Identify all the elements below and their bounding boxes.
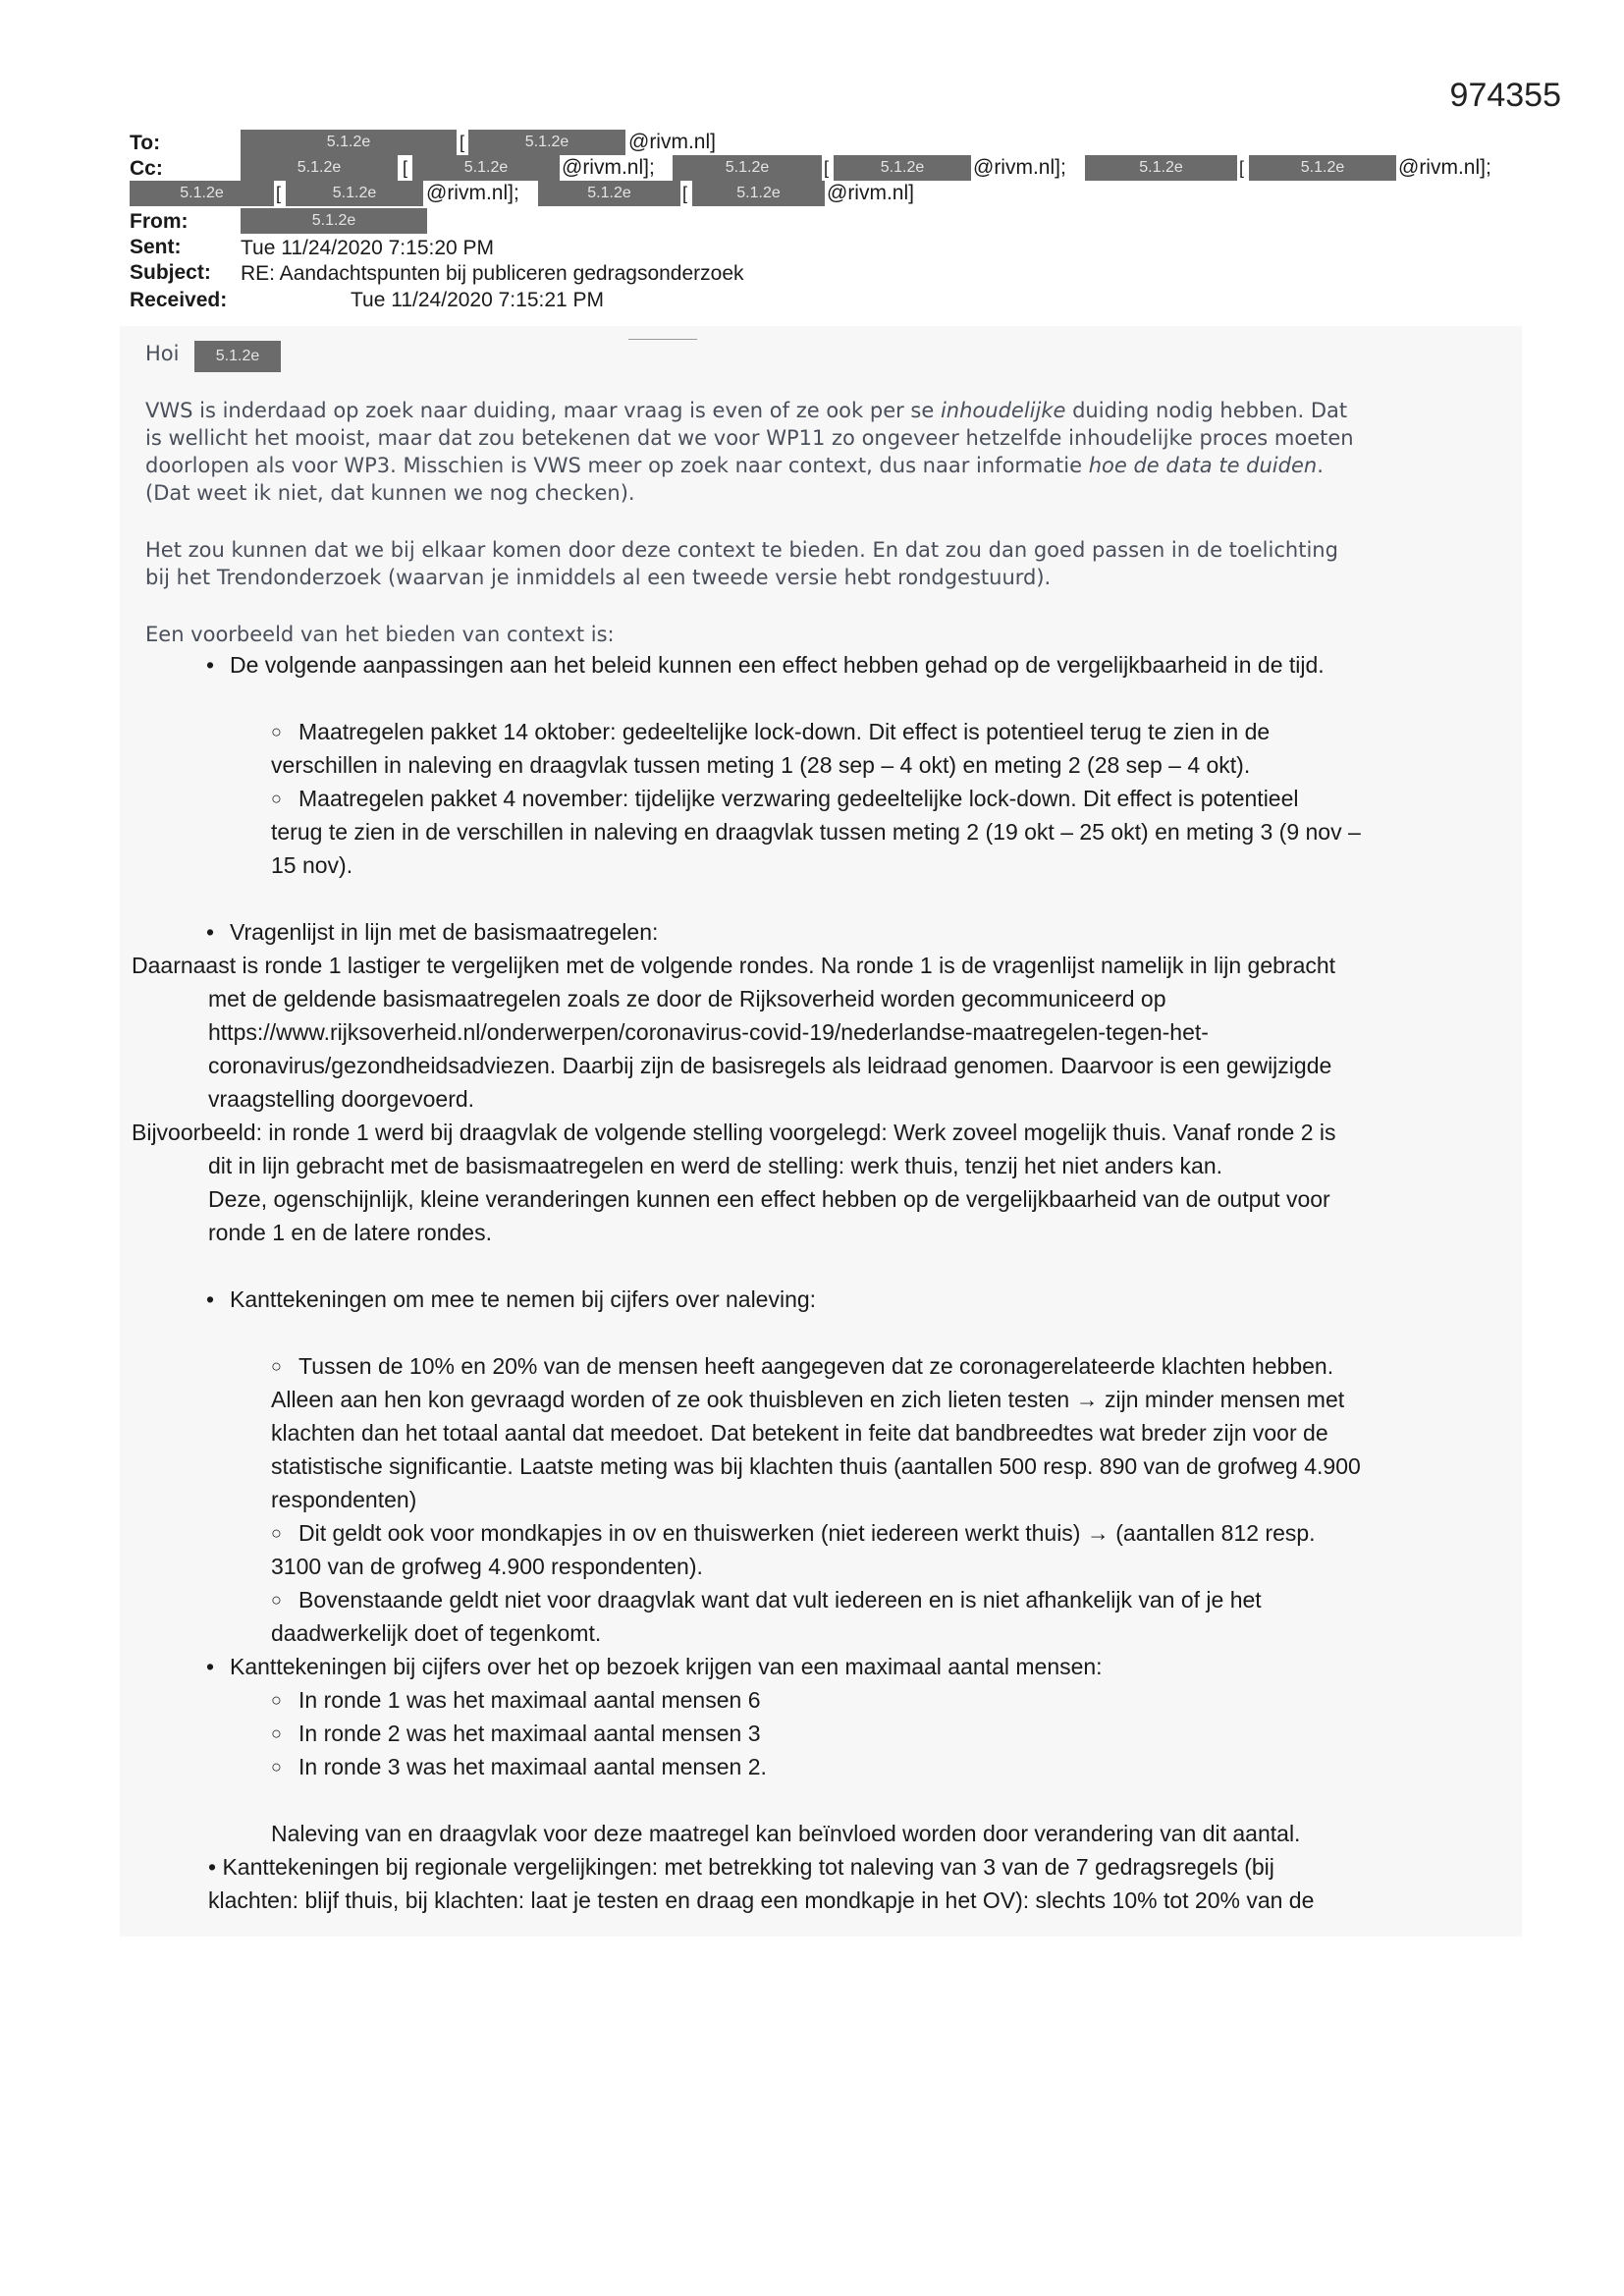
paragraph-line: Daarnaast is ronde 1 lastiger te vergelijken met de volgende rondes. Na ronde 1 is de vragenlijst namelijk in lijn gebracht bbox=[132, 953, 1336, 978]
sent-value: Tue 11/24/2020 7:15:20 PM bbox=[241, 237, 495, 259]
bullet-item: • Vragenlijst in lijn met de basismaatregelen: bbox=[230, 915, 658, 949]
sent-label: Sent: bbox=[130, 236, 182, 258]
paragraph-line: bij het Trendonderzoek (waarvan je inmiddels al een tweede versie hebt rondgestuurd). bbox=[145, 566, 1052, 589]
redaction-box: 5.1.2e bbox=[241, 130, 457, 155]
paragraph-line: ronde 1 en de latere rondes. bbox=[208, 1220, 492, 1245]
sub-bullet-line: statistische significantie. Laatste meting was bij klachten thuis (aantallen 500 resp. 890 van de grofweg 4.900 bbox=[271, 1453, 1361, 1479]
sub-bullet-line: terug te zien in de verschillen in naleving en draagvlak tussen meting 2 (19 okt – 25 okt) en meting 3 (9 nov – bbox=[271, 819, 1361, 845]
redaction-box: 5.1.2e bbox=[692, 181, 825, 206]
paragraph-line: vraagstelling doorgevoerd. bbox=[208, 1086, 475, 1112]
redaction-box: 5.1.2e bbox=[194, 341, 281, 372]
paragraph-line: VWS is inderdaad op zoek naar duiding, maar vraag is even of ze ook per se inhoudelijke duiding nodig hebben. Dat bbox=[145, 399, 1348, 422]
redaction-box: 5.1.2e bbox=[286, 181, 423, 206]
bullet-item: • De volgende aanpassingen aan het beleid kunnen een effect hebben gehad op de vergelijkbaarheid in de tijd. bbox=[230, 648, 1325, 682]
redaction-box: 5.1.2e bbox=[412, 155, 560, 181]
sub-bullet-item: ○ Maatregelen pakket 4 november: tijdelijke verzwaring gedeeltelijke lock-down. Dit effect is potentieel bbox=[271, 782, 1299, 815]
cc-address-suffix: @rivm.nl]; bbox=[1398, 156, 1491, 179]
sub-bullet-line: 3100 van de grofweg 4.900 respondenten). bbox=[271, 1554, 703, 1579]
bracket: [ bbox=[682, 184, 688, 203]
paragraph-line: met de geldende basismaatregelen zoals ze door de Rijksoverheid worden gecommuniceerd op bbox=[208, 986, 1166, 1011]
paragraph-line: • Kanttekeningen bij regionale vergelijkingen: met betrekking tot naleving van 3 van de 7 gedragsregels (bij bbox=[208, 1854, 1274, 1880]
redaction-box: 5.1.2e bbox=[538, 181, 680, 206]
redaction-box: 5.1.2e bbox=[1249, 155, 1396, 181]
separator bbox=[628, 339, 697, 340]
bracket: [ bbox=[403, 158, 408, 178]
paragraph-line: klachten: blijf thuis, bij klachten: laat je testen en draag een mondkapje in het OV): slechts 10% tot 20% van de bbox=[208, 1887, 1315, 1913]
paragraph-line: Bijvoorbeeld: in ronde 1 werd bij draagvlak de volgende stelling voorgelegd: Werk zoveel mogelijk thuis. Vanaf ronde 2 is bbox=[132, 1120, 1336, 1145]
redaction-box: 5.1.2e bbox=[241, 155, 398, 181]
sub-bullet-item: ○ In ronde 3 was het maximaal aantal mensen 2. bbox=[271, 1750, 767, 1783]
paragraph-line: doorlopen als voor WP3. Misschien is VWS meer op zoek naar context, dus naar informatie hoe de data te duiden. bbox=[145, 454, 1324, 477]
sub-bullet-line: daadwerkelijk doet of tegenkomt. bbox=[271, 1620, 602, 1646]
received-value: Tue 11/24/2020 7:15:21 PM bbox=[351, 289, 605, 311]
to-label: To: bbox=[130, 132, 161, 154]
cc-address-suffix: @rivm.nl] bbox=[827, 182, 914, 204]
cc-address-suffix: @rivm.nl]; bbox=[973, 156, 1066, 179]
sub-bullet-line: verschillen in naleving en draagvlak tussen meting 1 (28 sep – 4 okt) en meting 2 (28 sep – 4 okt). bbox=[271, 752, 1251, 778]
cc-address-suffix: @rivm.nl]; bbox=[426, 182, 519, 204]
sub-bullet-line: klachten dan het totaal aantal dat meedoet. Dat betekent in feite dat bandbreedtes wat breder zijn voor de bbox=[271, 1420, 1328, 1446]
cc-address-suffix: @rivm.nl]; bbox=[562, 156, 655, 179]
greeting: Hoi bbox=[145, 342, 180, 365]
paragraph-line: dit in lijn gebracht met de basismaatregelen en werd de stelling: werk thuis, tenzij het niet anders kan. bbox=[208, 1153, 1223, 1178]
sub-bullet-item: ○ Tussen de 10% en 20% van de mensen heeft aangegeven dat ze coronagerelateerde klachten hebben. bbox=[271, 1349, 1333, 1383]
sub-bullet-item: ○ In ronde 2 was het maximaal aantal mensen 3 bbox=[271, 1717, 761, 1750]
bracket: [ bbox=[824, 158, 830, 178]
redaction-box: 5.1.2e bbox=[673, 155, 822, 181]
subject-value: RE: Aandachtspunten bij publiceren gedragsonderzoek bbox=[241, 262, 744, 285]
sub-bullet-item: ○ In ronde 1 was het maximaal aantal mensen 6 bbox=[271, 1683, 761, 1717]
sub-bullet-item: ○ Maatregelen pakket 14 oktober: gedeeltelijke lock-down. Dit effect is potentieel terug te zien in de bbox=[271, 715, 1270, 748]
paragraph-line: https://www.rijksoverheid.nl/onderwerpen/coronavirus-covid-19/nederlandse-maatregelen-tegen-het- bbox=[208, 1019, 1209, 1045]
redaction-box: 5.1.2e bbox=[834, 155, 971, 181]
redaction-box: 5.1.2e bbox=[241, 208, 427, 234]
from-label: From: bbox=[130, 210, 189, 233]
bullet-item: • Kanttekeningen bij cijfers over het op bezoek krijgen van een maximaal aantal mensen: bbox=[230, 1650, 1103, 1683]
cc-label: Cc: bbox=[130, 157, 163, 180]
paragraph-line: Het zou kunnen dat we bij elkaar komen door deze context te bieden. En dat zou dan goed passen in de toelichting bbox=[145, 538, 1338, 562]
subject-label: Subject: bbox=[130, 261, 211, 284]
bullet-item: • Kanttekeningen om mee te nemen bij cijfers over naleving: bbox=[230, 1283, 816, 1316]
bracket: [ bbox=[1239, 158, 1245, 178]
sub-bullet-item: ○ Bovenstaande geldt niet voor draagvlak want dat vult iedereen en is niet afhankelijk van of je het bbox=[271, 1583, 1262, 1616]
paragraph-line: (Dat weet ik niet, dat kunnen we nog checken). bbox=[145, 481, 635, 505]
bracket: [ bbox=[460, 133, 465, 152]
to-address-suffix: @rivm.nl] bbox=[628, 131, 716, 153]
received-label: Received: bbox=[130, 289, 228, 311]
sub-bullet-line: Alleen aan hen kon gevraagd worden of ze ook thuisbleven en zich lieten testen → zijn minder mensen met bbox=[271, 1387, 1345, 1412]
document-number: 974355 bbox=[1449, 77, 1561, 114]
paragraph-line: coronavirus/gezondheidsadviezen. Daarbij zijn de basisregels als leidraad genomen. Daarvoor is een gewijzigde bbox=[208, 1053, 1332, 1078]
redaction-box: 5.1.2e bbox=[130, 181, 274, 206]
sub-bullet-item: ○ Dit geldt ook voor mondkapjes in ov en thuiswerken (niet iedereen werkt thuis) → (aantallen 812 resp. bbox=[271, 1516, 1316, 1550]
paragraph-line: Een voorbeeld van het bieden van context is: bbox=[145, 623, 615, 646]
bracket: [ bbox=[276, 184, 282, 203]
paragraph-line: is wellicht het mooist, maar dat zou betekenen dat we voor WP11 zo ongeveer hetzelfde inhoudelijke proces moeten bbox=[145, 426, 1354, 450]
redaction-box: 5.1.2e bbox=[1085, 155, 1237, 181]
paragraph-line: Deze, ogenschijnlijk, kleine veranderingen kunnen een effect hebben op de vergelijkbaarheid van de output voor bbox=[208, 1186, 1330, 1212]
sub-bullet-line: 15 nov). bbox=[271, 852, 353, 878]
redaction-box: 5.1.2e bbox=[468, 130, 625, 155]
paragraph-line: Naleving van en draagvlak voor deze maatregel kan beïnvloed worden door verandering van dit aantal. bbox=[271, 1821, 1301, 1846]
sub-bullet-line: respondenten) bbox=[271, 1487, 417, 1512]
